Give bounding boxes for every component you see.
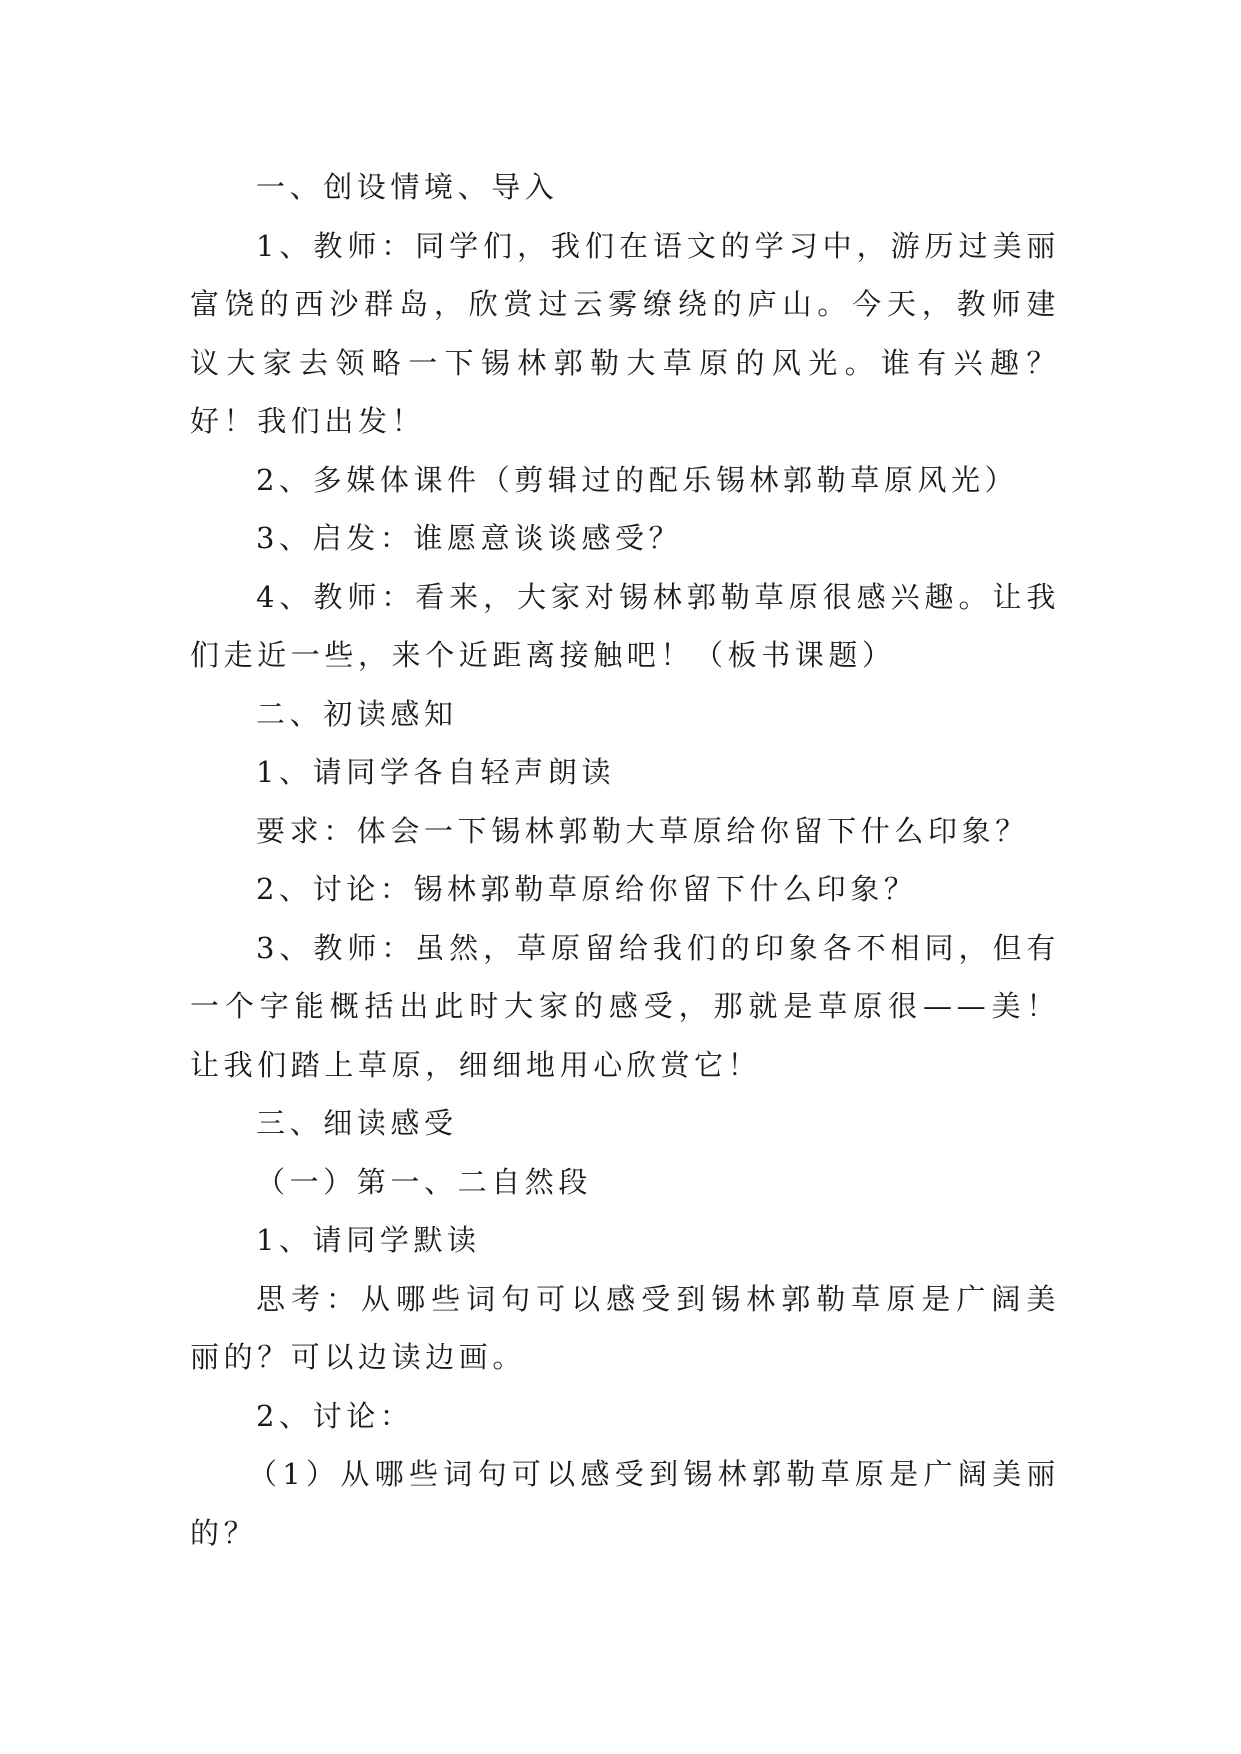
paragraph: 1、请同学默读 bbox=[256, 1223, 481, 1257]
section-heading-2: 二、初读感知 bbox=[256, 696, 458, 731]
section-heading-1: 一、创设情境、导入 bbox=[256, 170, 559, 204]
paragraph: 2、多媒体课件（剪辑过的配乐锡林郭勒草原风光） bbox=[256, 462, 1019, 497]
paragraph: 2、讨论：锡林郭勒草原给你留下什么印象？ bbox=[256, 872, 918, 906]
paragraph: 1、请同学各自轻声朗读 bbox=[256, 755, 616, 789]
paragraph: 思考：从哪些词句可以感受到锡林郭勒草原是广阔美丽的？可以边读边画。 bbox=[190, 1281, 1060, 1374]
paragraph: 2、讨论： bbox=[256, 1398, 414, 1433]
paragraph: 要求：体会一下锡林郭勒大草原给你留下什么印象？ bbox=[256, 813, 1029, 848]
paragraph: （1）从哪些词句可以感受到锡林郭勒草原是广阔美丽的？ bbox=[190, 1457, 1060, 1550]
paragraph: 3、教师：虽然，草原留给我们的印象各不相同，但有一个字能概括出此时大家的感受，那就是草原很——美！让我们踏上草原，细细地用心欣赏它！ bbox=[190, 930, 1060, 1082]
paragraph: 3、启发：谁愿意谈谈感受？ bbox=[256, 521, 683, 555]
section-heading-3: 三、细读感受 bbox=[256, 1106, 458, 1140]
subsection-heading: （一）第一、二自然段 bbox=[256, 1164, 593, 1199]
paragraph: 1、教师：同学们，我们在语文的学习中，游历过美丽富饶的西沙群岛，欣赏过云雾缭绕的庐山。今天，教师建议大家去领略一下锡林郭勒大草原的风光。谁有兴趣？好！我们出发！ bbox=[190, 228, 1060, 438]
paragraph: 4、教师：看来，大家对锡林郭勒草原很感兴趣。让我们走近一些，来个近距离接触吧！（板书课题） bbox=[190, 579, 1060, 672]
document-page bbox=[190, 158, 1060, 1562]
